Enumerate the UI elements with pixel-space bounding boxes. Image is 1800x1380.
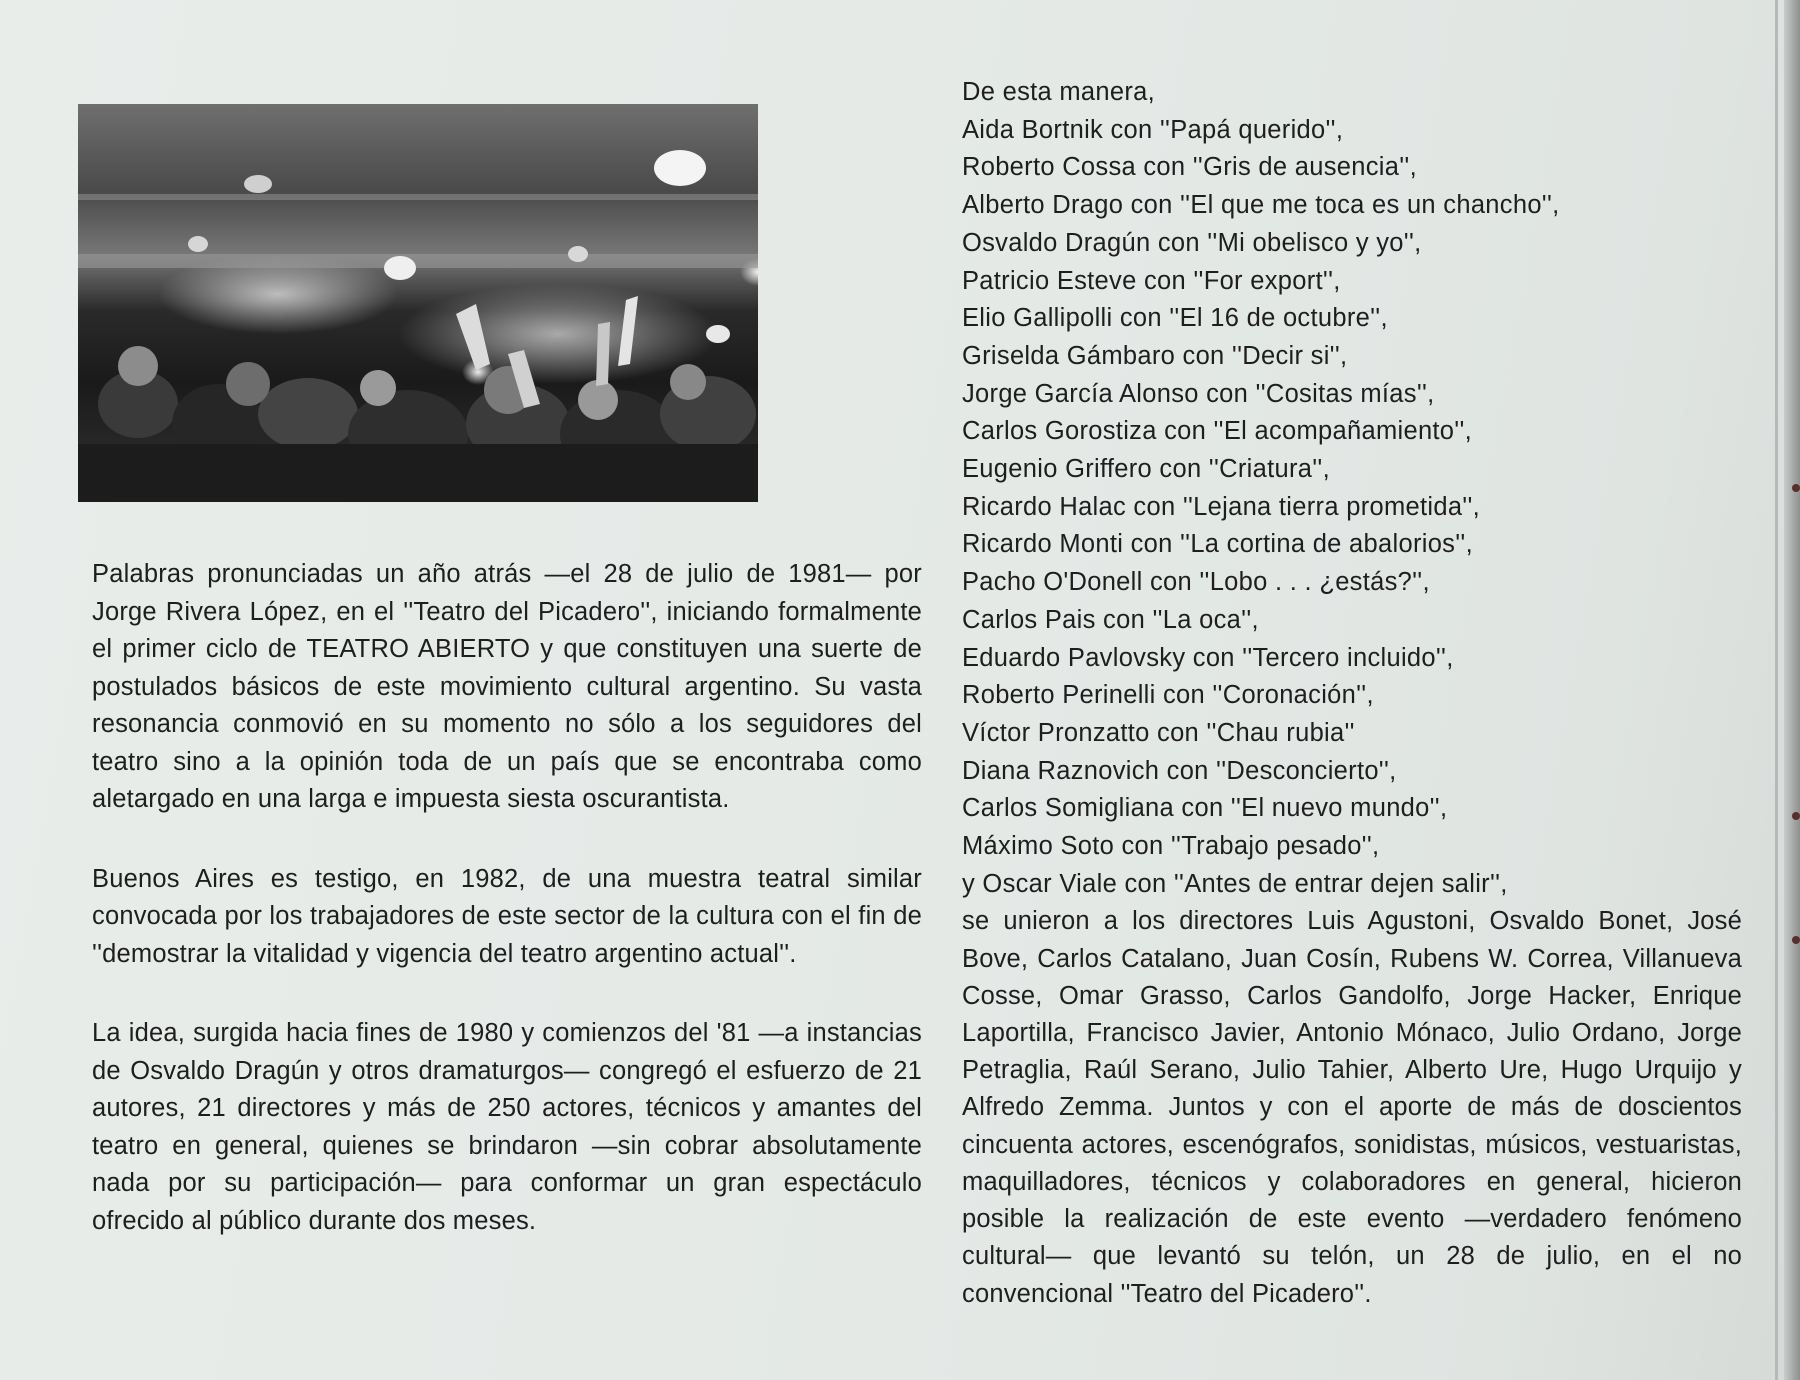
authors-list-line: Jorge García Alonso con ''Cositas mías'',: [962, 379, 1435, 408]
authors-list-line: Aida Bortnik con ''Papá querido'',: [962, 115, 1344, 144]
authors-list-line: Víctor Pronzatto con ''Chau rubia'': [962, 718, 1355, 747]
authors-list-line: Eduardo Pavlovsky con ''Tercero incluido'',: [962, 643, 1454, 672]
paragraph-intro: Palabras pronunciadas un año atrás —el 28 de julio de 1981— por Jorge Rivera López, en el ''Teatro del Picadero'', iniciando formalmente el primer ciclo de TEATRO ABIERTO y que constituyen una suerte de postulados básicos de este movimiento cultural argentino. Su vasta resonancia conmovió en su momento no sólo a los seguidores del teatro sino a la opinión toda de un país que se encontraba como aletargado en una larga e impuesta siesta oscurantista.: [92, 560, 922, 813]
authors-list-line: Roberto Perinelli con ''Coronación'',: [962, 681, 1374, 710]
authors-list-line: Alberto Drago con ''El que me toca es un chancho'',: [962, 191, 1560, 220]
theatre-audience-photo-icon: [78, 104, 758, 502]
right-text-column: [962, 74, 1742, 1313]
authors-list-line: Eugenio Griffero con ''Criatura'',: [962, 455, 1330, 484]
page-fold-line: [1775, 0, 1778, 1380]
authors-list-line: Osvaldo Dragún con ''Mi obelisco y yo'',: [962, 228, 1422, 257]
paragraph-la-idea: La idea, surgida hacia fines de 1980 y comienzos del '81 —a instancias de Osvaldo Dragún y otros dramaturgos— congregó el esfuerzo de 21 autores, 21 directores y más de 250 actores, técnicos y amantes del teatro en general, quienes se brindaron —sin cobrar absolutamente nada por su participación— para conformar un gran espectáculo ofrecido al público durante dos meses.: [92, 1019, 922, 1235]
paragraph-buenos-aires: Buenos Aires es testigo, en 1982, de una muestra teatral similar convocada por los trabajadores de este sector de la cultura con el fin de ''demostrar la vitalidad y vigencia del teatro argentino actual''.: [92, 864, 922, 968]
left-text-column: [92, 556, 922, 1282]
binding-mark: [1792, 812, 1800, 820]
authors-list-line: Máximo Soto con ''Trabajo pesado'',: [962, 832, 1380, 861]
authors-list-line: Griselda Gámbaro con ''Decir si'',: [962, 341, 1348, 370]
authors-list-line: Carlos Pais con ''La oca'',: [962, 605, 1259, 634]
authors-list-line: Carlos Somigliana con ''El nuevo mundo'',: [962, 794, 1448, 823]
authors-list-line: Elio Gallipolli con ''El 16 de octubre'',: [962, 304, 1388, 333]
paragraph-directors: se unieron a los directores Luis Agustoni, Osvaldo Bonet, José Bove, Carlos Catalano, Juan Cosín, Rubens W. Correa, Villanueva Cosse, Omar Grasso, Carlos Gandolfo, Jorge Hacker, Enrique Laportilla, Francisco Javier, Antonio Mónaco, Julio Ordano, Jorge Petraglia, Raúl Serano, Julio Tahier, Alberto Ure, Hugo Urquijo y Alfredo Zemma. Juntos y con el aporte de más de doscientos cincuenta actores, escenógrafos, sonidistas, músicos, vestuaristas, maquilladores, técnicos y colaboradores en general, hicieron posible la realización de este evento —verdadero fenómeno cultural— que levantó su telón, un 28 de julio, en el no convencional ''Teatro del Picadero''.: [962, 907, 1742, 1308]
page-edge: [1784, 0, 1800, 1380]
authors-list-line: Ricardo Halac con ''Lejana tierra prometida'',: [962, 492, 1481, 521]
authors-list-line: Roberto Cossa con ''Gris de ausencia'',: [962, 153, 1417, 182]
authors-list-line: Pacho O'Donell con ''Lobo . . . ¿estás?'',: [962, 568, 1430, 597]
authors-list-line: Diana Raznovich con ''Desconcierto'',: [962, 756, 1397, 785]
binding-mark: [1792, 936, 1800, 944]
authors-list-line: Carlos Gorostiza con ''El acompañamiento'',: [962, 417, 1473, 446]
theatre-audience-photo: [78, 104, 758, 502]
authors-list-line: De esta manera,: [962, 78, 1156, 106]
binding-mark: [1792, 484, 1800, 492]
authors-list-line: Patricio Esteve con ''For export'',: [962, 266, 1341, 295]
authors-list-line: Ricardo Monti con ''La cortina de abalorios'',: [962, 530, 1473, 559]
authors-list-line: y Oscar Viale con ''Antes de entrar dejen salir'',: [962, 869, 1508, 898]
